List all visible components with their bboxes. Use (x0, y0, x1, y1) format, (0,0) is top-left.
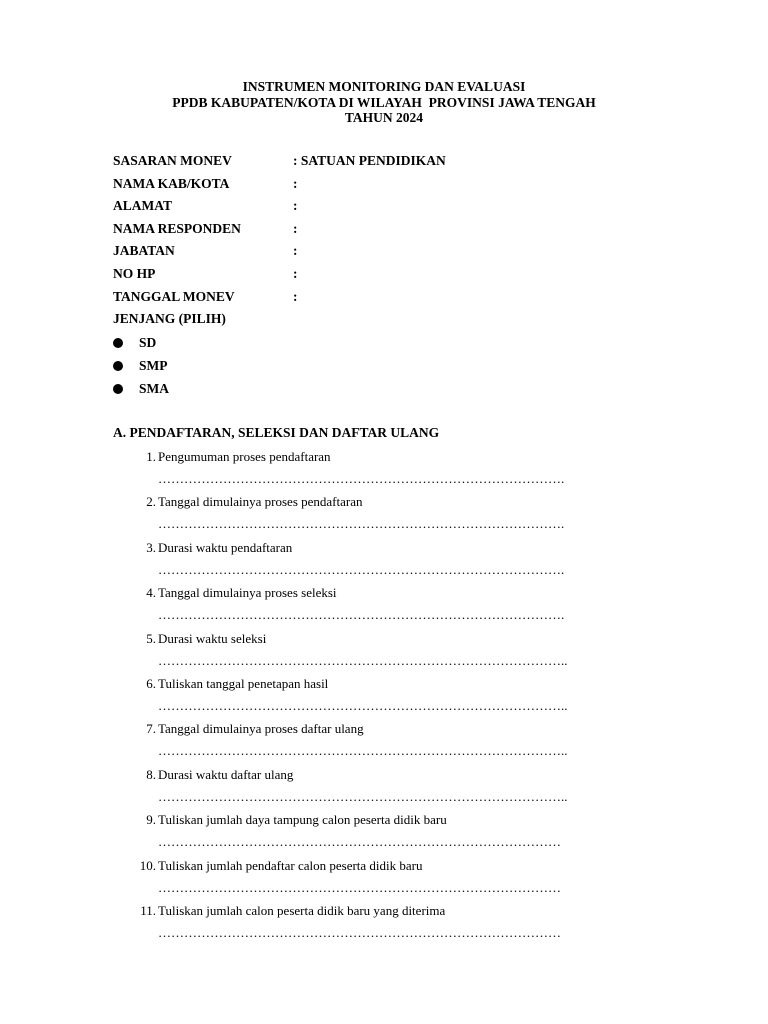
question-number: 5. (146, 630, 156, 646)
field-label: SASARAN MONEV (113, 153, 232, 168)
question-number: 4. (146, 585, 156, 601)
field-nama-kab-kota (113, 175, 713, 198)
field-tanggal-monev (113, 288, 713, 311)
option-label: SMA (139, 381, 169, 396)
field-value: : (293, 220, 298, 236)
identity-fields (113, 152, 713, 333)
question-item (113, 630, 673, 675)
question-item (113, 766, 673, 811)
question-number: 1. (146, 449, 156, 464)
question-text: Pengumuman proses pendaftaran (158, 449, 331, 464)
question-text: Tuliskan jumlah daya tampung calon peserta didik baru (158, 812, 447, 828)
question-number: 9. (146, 812, 156, 828)
section-a-heading: A. PENDAFTARAN, SELEKSI DAN DAFTAR ULANG (113, 425, 440, 440)
field-value: : (293, 265, 298, 281)
question-text: Tanggal dimulainya proses daftar ulang (158, 721, 364, 737)
option-label: SMP (139, 358, 168, 373)
answer-line: ………………………………………………………………………………… (158, 834, 561, 850)
field-nama-responden (113, 220, 713, 243)
question-number: 11. (140, 902, 156, 918)
field-label: NO HP (113, 265, 156, 281)
question-item (113, 539, 673, 584)
question-item (113, 720, 673, 765)
bullet-icon (113, 338, 123, 348)
field-label: NAMA RESPONDEN (113, 220, 241, 236)
question-item (113, 902, 673, 947)
answer-line: ………………………………………………………………………………….. (158, 743, 568, 759)
question-number: 6. (146, 675, 156, 691)
question-number: 8. (146, 766, 156, 782)
field-alamat (113, 197, 713, 220)
field-value: : (293, 175, 298, 191)
field-value: : (293, 288, 298, 304)
question-item (113, 857, 673, 902)
answer-line: …………………………………………………………………………………. (158, 561, 565, 577)
bullet-icon (113, 361, 123, 371)
option-label: SD (139, 335, 157, 350)
answer-line: …………………………………………………………………………………. (158, 516, 565, 532)
answer-line: …………………………………………………………………………………. (158, 607, 565, 623)
question-number: 3. (146, 539, 156, 555)
document-title (0, 79, 768, 126)
question-text: Durasi waktu seleksi (158, 630, 267, 646)
answer-line: ………………………………………………………………………………… (158, 924, 561, 940)
field-value: : SATUAN PENDIDIKAN (293, 153, 446, 168)
answer-line: …………………………………………………………………………………. (158, 471, 565, 486)
question-item (113, 584, 673, 629)
title-line-1: INSTRUMEN MONITORING DAN EVALUASI (242, 79, 526, 94)
question-text: Tanggal dimulainya proses pendaftaran (158, 494, 363, 510)
field-label: JABATAN (113, 243, 175, 259)
title-line-3: TAHUN 2024 (344, 110, 424, 125)
title-line-2: PPDB KABUPATEN/KOTA DI WILAYAH PROVINSI JAWA TENGAH (172, 94, 596, 110)
question-item (113, 811, 673, 856)
question-text: Tuliskan jumlah pendaftar calon peserta didik baru (158, 857, 423, 873)
question-number: 10. (139, 857, 156, 873)
question-text: Tuliskan tanggal penetapan hasil (158, 675, 329, 691)
question-item (113, 493, 673, 538)
answer-line: ………………………………………………………………………………….. (158, 652, 568, 668)
field-sasaran-monev (113, 152, 713, 175)
question-text: Tuliskan jumlah calon peserta didik baru yang diterima (158, 902, 446, 918)
question-text: Durasi waktu pendaftaran (158, 539, 293, 555)
field-value: : (293, 198, 298, 214)
field-label: TANGGAL MONEV (113, 288, 235, 304)
answer-line: ………………………………………………………………………………….. (158, 788, 568, 804)
field-no-hp (113, 265, 713, 288)
field-label: ALAMAT (113, 198, 172, 214)
answer-line: ………………………………………………………………………………….. (158, 697, 568, 713)
field-jenjang (113, 310, 713, 333)
answer-line: ………………………………………………………………………………… (158, 879, 561, 895)
field-value: : (293, 243, 298, 259)
question-list (113, 448, 673, 947)
question-text: Tanggal dimulainya proses seleksi (158, 585, 337, 601)
question-number: 7. (146, 721, 156, 737)
field-jabatan (113, 242, 713, 265)
field-label: JENJANG (PILIH) (113, 311, 226, 327)
question-item (113, 448, 673, 493)
bullet-icon (113, 384, 123, 394)
question-text: Durasi waktu daftar ulang (158, 766, 294, 782)
question-number: 2. (146, 494, 156, 510)
field-label: NAMA KAB/KOTA (113, 175, 230, 191)
question-item (113, 675, 673, 720)
